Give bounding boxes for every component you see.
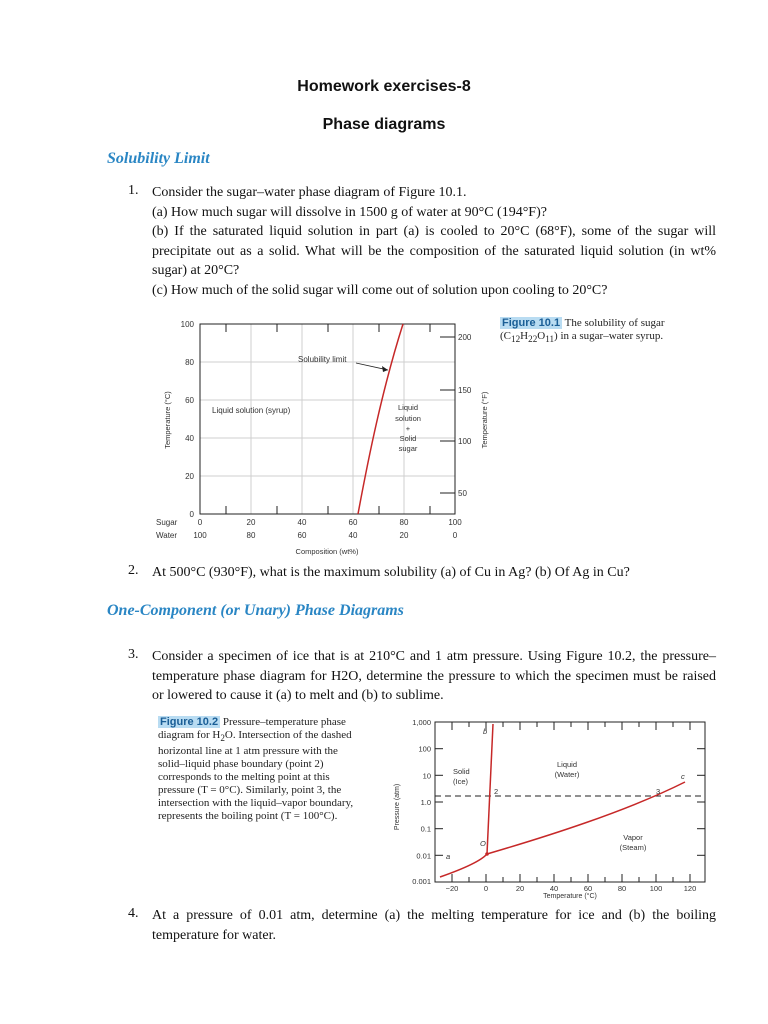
region-solid-label: Solid bbox=[453, 767, 470, 776]
region-liquid-label: (Water) bbox=[554, 770, 580, 779]
x-tick-label: 40 bbox=[549, 884, 559, 893]
point-label-3: 3 bbox=[656, 787, 661, 796]
left-tick-label: 100 bbox=[180, 320, 194, 329]
figure-10-1-caption: Figure 10.1 The solubility of sugar $(C_{12}H_{22}O_{11})$ in a sugar–water syrup. bbox=[500, 317, 665, 345]
left-axis-label: Temperature (°C) bbox=[163, 391, 172, 449]
sugar-tick-label: 20 bbox=[246, 518, 256, 527]
water-tick-label: 0 bbox=[452, 531, 458, 540]
question-1-intro: Consider the sugar–water phase diagram of Figure 10.1. bbox=[152, 185, 467, 200]
x-tick-label: 120 bbox=[683, 884, 697, 893]
sugar-tick-label: 60 bbox=[348, 518, 358, 527]
region-two-phase-label: Solid bbox=[399, 434, 417, 443]
x-tick-label: 60 bbox=[583, 884, 593, 893]
water-tick-label: 40 bbox=[348, 531, 358, 540]
figure-10-2-caption: Figure 10.2 Pressure–temperature phase diagram for $H_2O$. Intersection of the dashed horizontal line at 1 atm pressure with the solid–liquid phase boundary (point 2) corresponds to the melting point at this pressure (T = 0°C). Similarly, point 3, the intersection with the liquid–vapor boundary, represents the boiling point (T = 100°C). bbox=[158, 716, 354, 823]
y-tick-label: 0.001 bbox=[412, 877, 431, 886]
x-axis-label: Temperature (°C) bbox=[543, 893, 597, 900]
region-two-phase-label: sugar bbox=[398, 444, 418, 453]
y-tick-label: 0.01 bbox=[416, 851, 431, 861]
y-tick-label: 10 bbox=[422, 771, 431, 781]
y-tick-label: 1,000 bbox=[412, 718, 431, 727]
right-tick-label: 150 bbox=[458, 386, 472, 395]
question-1 bbox=[152, 183, 716, 300]
right-tick-label: 100 bbox=[458, 437, 472, 446]
arrow-head bbox=[382, 366, 388, 372]
triple-point bbox=[485, 852, 489, 856]
question-1-part-b: (b) If the saturated liquid solution in part (a) is cooled to 20°C (68°F), some of the sugar will precipitate out as a solid. What will be the composition of the saturated liquid solution (in wt% sugar) at 20°C? bbox=[152, 224, 716, 278]
figure-10-1-chart bbox=[150, 310, 500, 560]
region-liquid-label: Liquid bbox=[556, 760, 578, 769]
left-tick-label: 80 bbox=[185, 358, 194, 367]
point-label-c: c bbox=[681, 772, 685, 781]
question-4: At a pressure of 0.01 atm, determine (a) the melting temperature for ice and (b) the boiling temperature for water. bbox=[152, 908, 716, 943]
left-tick-label: 60 bbox=[185, 396, 194, 405]
y-tick-label: 1.0 bbox=[420, 798, 431, 807]
question-number: 1. bbox=[128, 183, 139, 198]
region-solid-label: (Ice) bbox=[453, 777, 468, 786]
question-number: 3. bbox=[128, 647, 139, 662]
page-subtitle: Phase diagrams bbox=[322, 116, 446, 133]
right-axis-label: Temperature (°F) bbox=[480, 391, 489, 449]
page-title: Homework exercises-8 bbox=[297, 78, 471, 95]
region-liquid-label: Liquid solution (syrup) bbox=[212, 406, 291, 415]
question-2: At 500°C (930°F), what is the maximum solubility (a) of Cu in Ag? (b) Of Ag in Cu? bbox=[152, 565, 630, 580]
sugar-tick-label: 100 bbox=[448, 518, 462, 527]
question-number: 2. bbox=[128, 563, 139, 578]
section-heading-unary: One-Component (or Unary) Phase Diagrams bbox=[107, 602, 404, 619]
region-two-phase-label: Liquid bbox=[397, 403, 419, 412]
figure-label: Figure 10.2 bbox=[160, 716, 219, 728]
x-tick-label: 20 bbox=[515, 884, 525, 893]
y-axis-label: Pressure (atm) bbox=[394, 783, 401, 831]
right-tick-label: 50 bbox=[458, 489, 467, 498]
figure-label: Figure 10.1 bbox=[502, 317, 561, 329]
point-label-o: O bbox=[480, 839, 486, 848]
right-tick-label: 200 bbox=[458, 333, 472, 342]
question-number: 4. bbox=[128, 906, 139, 921]
question-3: Consider a specimen of ice that is at 210°C and 1 atm pressure. Using Figure 10.2, the pressure– temperature phase diagram for H2O, determine the pressure to which the specimen must be raised or lowered to cause it (a) to melt and (b) to sublime. bbox=[152, 649, 716, 703]
x-tick-label: −20 bbox=[445, 884, 459, 893]
section-heading-solubility: Solubility Limit bbox=[107, 150, 210, 167]
point-label-a: a bbox=[446, 852, 451, 861]
y-tick-label: 100 bbox=[418, 744, 431, 754]
y-tick-label: 0.1 bbox=[420, 824, 431, 834]
left-tick-label: 40 bbox=[185, 434, 194, 443]
water-tick-label: 80 bbox=[246, 531, 256, 540]
point-label-b: b bbox=[483, 727, 488, 736]
sugar-tick-label: 40 bbox=[297, 518, 307, 527]
question-1-part-a: (a) How much sugar will dissolve in 1500 g of water at 90°C (194°F)? bbox=[152, 204, 547, 220]
region-two-phase-label: solution bbox=[395, 414, 421, 423]
melting-curve bbox=[487, 724, 493, 854]
point-label-2: 2 bbox=[494, 787, 499, 796]
water-tick-label: 60 bbox=[297, 531, 307, 540]
sugar-tick-label: 0 bbox=[197, 518, 203, 527]
plot-frame bbox=[435, 722, 705, 882]
x-axis-label: Composition (wt%) bbox=[295, 547, 359, 556]
x-tick-label: 0 bbox=[483, 884, 489, 893]
curve-label: Solubility limit bbox=[298, 355, 347, 364]
question-1-part-c: (c) How much of the solid sugar will come out of solution upon cooling to 20°C? bbox=[152, 282, 608, 298]
sugar-row-label: Sugar bbox=[156, 518, 178, 527]
region-vapor-label: (Steam) bbox=[619, 843, 647, 852]
sugar-tick-label: 80 bbox=[399, 518, 409, 527]
water-tick-label: 100 bbox=[193, 531, 207, 540]
water-row-label: Water bbox=[156, 531, 178, 540]
x-tick-label: 80 bbox=[617, 884, 627, 893]
region-two-phase-label: + bbox=[405, 424, 411, 433]
left-tick-label: 20 bbox=[185, 472, 194, 481]
region-vapor-label: Vapor bbox=[623, 833, 643, 842]
x-tick-label: 100 bbox=[649, 884, 663, 893]
figure-10-2-chart bbox=[385, 712, 725, 902]
water-tick-label: 20 bbox=[399, 531, 409, 540]
left-tick-label: 0 bbox=[189, 510, 194, 519]
